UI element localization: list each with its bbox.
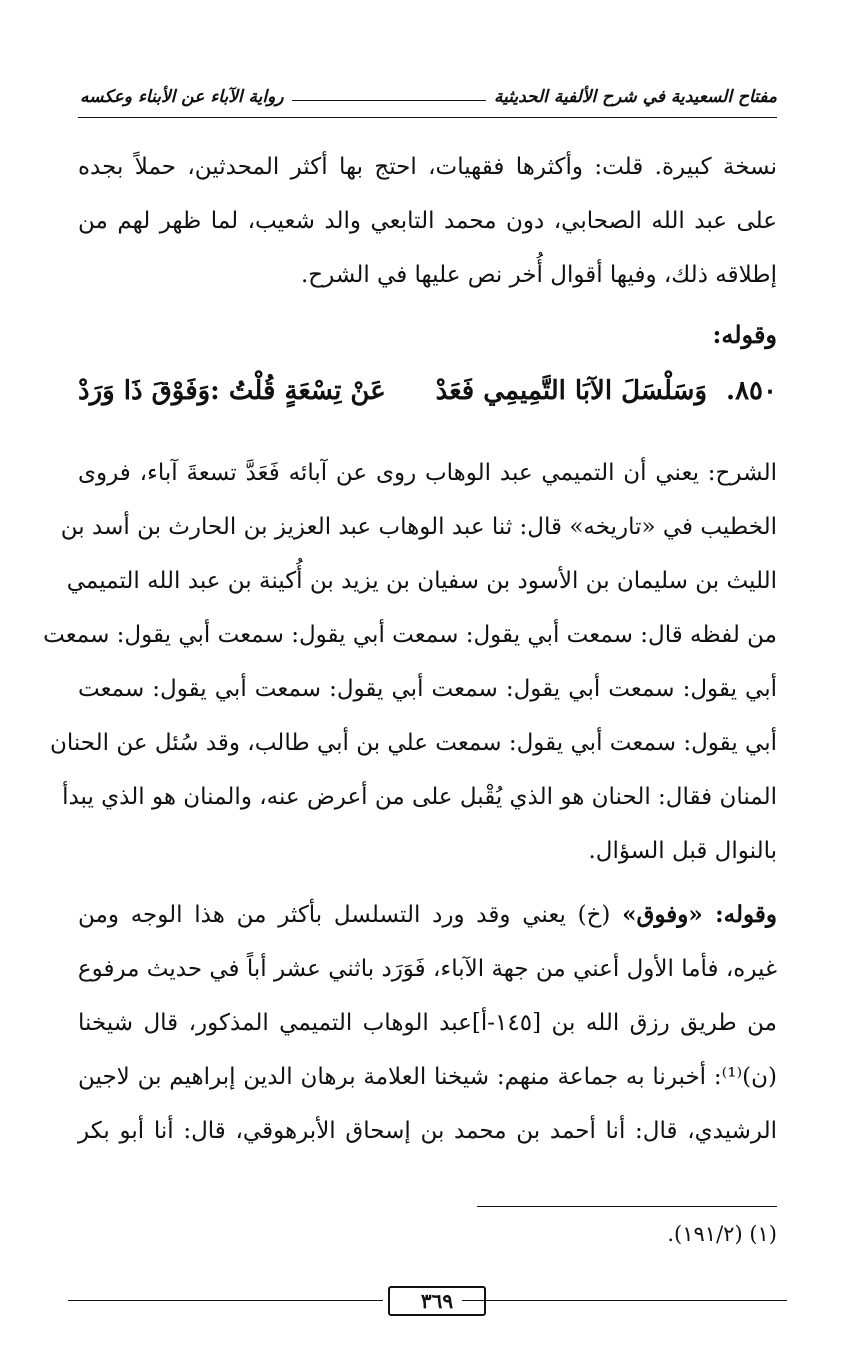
text-line: الخطيب في «تاريخه» قال: ثنا عبد الوهاب عبد العزيز بن الحارث بن أسد بن bbox=[60, 514, 777, 540]
text-line: من طريق رزق الله بن [١٤٥-أ]عبد الوهاب التميمي المذكور، قال شيخنا bbox=[78, 1010, 778, 1036]
text-line: على عبد الله الصحابي، دون محمد التابعي والد شعيب، لما ظهر لهم من bbox=[78, 208, 777, 234]
verse-number: ٨٥٠. bbox=[726, 376, 777, 406]
text-line: إطلاقه ذلك، وفيها أقوال أُخر نص عليها في الشرح. bbox=[300, 262, 777, 288]
paragraph-1 bbox=[78, 140, 777, 302]
footnote-rule bbox=[477, 1206, 777, 1207]
footer-rule-left bbox=[68, 1300, 383, 1301]
footer-rule-right bbox=[462, 1300, 787, 1301]
text-fragment: (خ) يعني وقد ورد التسلسل بأكثر من هذا الوجه ومن bbox=[78, 902, 623, 928]
text-line: نسخة كبيرة. قلت: وأكثرها فقهيات، احتج بها أكثر المحدثين، حملاً بجده bbox=[78, 154, 777, 180]
text-line bbox=[78, 888, 777, 942]
text-line: الليث بن سليمان بن الأسود بن سفيان بن يزيد بن أُكينة بن عبد الله التميمي bbox=[66, 568, 777, 594]
running-header bbox=[80, 82, 777, 112]
header-divider bbox=[292, 100, 486, 101]
page-number: ٣٦٩ bbox=[388, 1286, 486, 1316]
text-line: من لفظه قال: سمعت أبي يقول: سمعت أبي يقول: سمعت أبي يقول: سمعت bbox=[43, 622, 777, 648]
paragraph-2 bbox=[43, 446, 777, 878]
page-footer bbox=[68, 1286, 787, 1316]
text-line: الرشيدي، قال: أنا أحمد بن محمد بن إسحاق الأبرهوقي، قال: أنا أبو بكر bbox=[78, 1118, 777, 1144]
paragraph-lead: وقوله: «وفوق» bbox=[622, 901, 777, 928]
verse-label: وقوله: bbox=[712, 320, 777, 349]
text-line: (ن)⁽¹⁾: أخبرنا به جماعة منهم: شيخنا العلامة برهان الدين إبراهيم بن لاجين bbox=[78, 1064, 777, 1090]
text-line: غيره، فأما الأول أعني من جهة الآباء، فَوَرَد باثني عشر أباً في حديث مرفوع bbox=[77, 956, 777, 982]
text-line: بالنوال قبل السؤال. bbox=[588, 838, 777, 864]
text-line: أبي يقول: سمعت أبي يقول: سمعت علي بن أبي طالب، وقد سُئل عن الحنان bbox=[49, 730, 777, 756]
verse-line bbox=[78, 372, 777, 422]
text-line: المنان فقال: الحنان هو الذي يُقْبل على من أعرض عنه، والمنان هو الذي يبدأ bbox=[62, 784, 777, 810]
footnote: (١) (١٩١/٢). bbox=[667, 1222, 777, 1246]
text-line: الشرح: يعني أن التميمي عبد الوهاب روى عن آبائه فَعَدَّ تسعةَ آباء، فروى bbox=[78, 460, 777, 486]
verse-first-hemistich: وَسَلْسَلَ الآبَا التَّمِيمِي فَعَدْ bbox=[435, 376, 707, 406]
header-book-title: مفتاح السعيدية في شرح الألفية الحديثية bbox=[494, 87, 777, 107]
header-rule bbox=[78, 117, 777, 118]
text-line: أبي يقول: سمعت أبي يقول: سمعت أبي يقول: سمعت أبي يقول: سمعت bbox=[78, 676, 777, 702]
header-chapter-title: رواية الآباء عن الأبناء وعكسه bbox=[80, 87, 284, 107]
paragraph-3 bbox=[78, 888, 777, 1158]
verse-second-hemistich: عَنْ تِسْعَةٍ قُلْتُ :وَفَوْقَ ذَا وَرَدْ bbox=[78, 376, 386, 406]
